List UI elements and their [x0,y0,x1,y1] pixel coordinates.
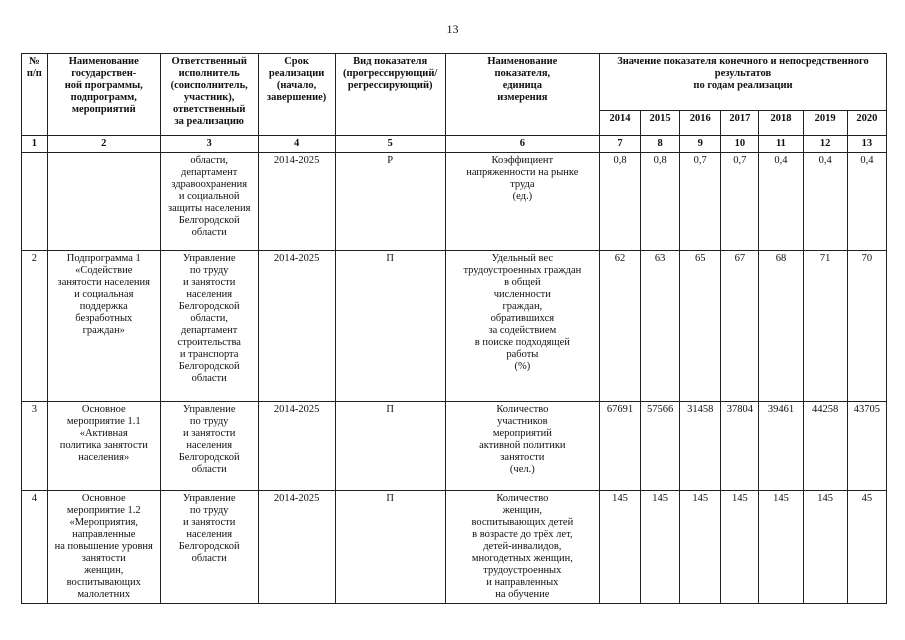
value-2016: 0,7 [680,153,721,251]
header-row [22,54,887,111]
responsible-executor: Управление по труду и занятости населения Белгородской области, департамент строительства и транспорта Белгородской области [160,251,258,402]
row-number: 2 [22,251,48,402]
value-2017: 37804 [721,402,759,491]
table-row [22,402,887,491]
implementation-term: 2014-2025 [258,402,335,491]
column-number: 5 [335,136,445,153]
value-2019: 71 [803,251,847,402]
value-2018: 145 [759,491,803,604]
table-row [22,251,887,402]
value-2018: 39461 [759,402,803,491]
value-2015: 145 [641,491,680,604]
column-number: 11 [759,136,803,153]
table-row [22,153,887,251]
value-2019: 145 [803,491,847,604]
page-number: 13 [446,22,459,36]
table-row [22,491,887,604]
value-2018: 68 [759,251,803,402]
header-year: 2020 [847,111,886,136]
indicator-name: Коэффициент напряженности на рынке труда (ед.) [445,153,599,251]
value-2017: 145 [721,491,759,604]
indicator-type: П [335,491,445,604]
column-number: 10 [721,136,759,153]
header-col-num: № п/п [22,54,48,136]
header-year: 2015 [641,111,680,136]
indicator-name: Количество женщин, воспитывающих детей в возрасте до трёх лет, детей-инвалидов, многодетных женщин, трудоустроенных и направленных на обучение [445,491,599,604]
row-number: 3 [22,402,48,491]
value-2017: 0,7 [721,153,759,251]
row-number [22,153,48,251]
value-2020: 0,4 [847,153,886,251]
program-name: Основное мероприятие 1.1 «Активная политика занятости населения» [47,402,160,491]
value-2020: 43705 [847,402,886,491]
value-2020: 70 [847,251,886,402]
column-number: 13 [847,136,886,153]
header-year: 2019 [803,111,847,136]
column-number: 3 [160,136,258,153]
value-2020: 45 [847,491,886,604]
indicator-type: Р [335,153,445,251]
value-2014: 67691 [599,402,640,491]
program-indicators-table [21,53,887,604]
program-name: Подпрограмма 1 «Содействие занятости населения и социальная поддержка безработных граждан» [47,251,160,402]
responsible-executor: области, департамент здравоохранения и социальной защиты населения Белгородской области [160,153,258,251]
value-2014: 0,8 [599,153,640,251]
column-number: 9 [680,136,721,153]
value-2019: 44258 [803,402,847,491]
column-number: 8 [641,136,680,153]
value-2016: 145 [680,491,721,604]
implementation-term: 2014-2025 [258,153,335,251]
implementation-term: 2014-2025 [258,491,335,604]
header-col-term: Срок реализации (начало, завершение) [258,54,335,136]
value-2015: 57566 [641,402,680,491]
program-name [47,153,160,251]
value-2016: 65 [680,251,721,402]
header-col-indicator-type: Вид показателя (прогрессирующий/ регрессирующий) [335,54,445,136]
header-year: 2016 [680,111,721,136]
value-2015: 63 [641,251,680,402]
value-2015: 0,8 [641,153,680,251]
value-2017: 67 [721,251,759,402]
indicator-type: П [335,251,445,402]
header-col-values: Значение показателя конечного и непосредственного результатов по годам реализации [599,54,886,111]
value-2014: 62 [599,251,640,402]
value-2014: 145 [599,491,640,604]
indicator-type: П [335,402,445,491]
column-numbers-row [22,136,887,153]
header-col-responsible: Ответственный исполнитель (соисполнитель, участник), ответственный за реализацию [160,54,258,136]
column-number: 7 [599,136,640,153]
indicator-name: Количество участников мероприятий активной политики занятости (чел.) [445,402,599,491]
column-number: 6 [445,136,599,153]
header-year: 2017 [721,111,759,136]
column-number: 2 [47,136,160,153]
header-col-indicator-name: Наименование показателя, единица измерения [445,54,599,136]
header-year: 2018 [759,111,803,136]
column-number: 12 [803,136,847,153]
implementation-term: 2014-2025 [258,251,335,402]
value-2016: 31458 [680,402,721,491]
value-2018: 0,4 [759,153,803,251]
program-name: Основное мероприятие 1.2 «Мероприятия, направленные на повышение уровня занятости женщин, воспитывающих малолетних [47,491,160,604]
responsible-executor: Управление по труду и занятости населения Белгородской области [160,402,258,491]
header-col-name: Наименование государствен- ной программы, подпрограмм, мероприятий [47,54,160,136]
row-number: 4 [22,491,48,604]
value-2019: 0,4 [803,153,847,251]
column-number: 1 [22,136,48,153]
header-year: 2014 [599,111,640,136]
column-number: 4 [258,136,335,153]
responsible-executor: Управление по труду и занятости населения Белгородской области [160,491,258,604]
indicator-name: Удельный вес трудоустроенных граждан в общей численности граждан, обратившихся за содействием в поиске подходящей работы (%) [445,251,599,402]
